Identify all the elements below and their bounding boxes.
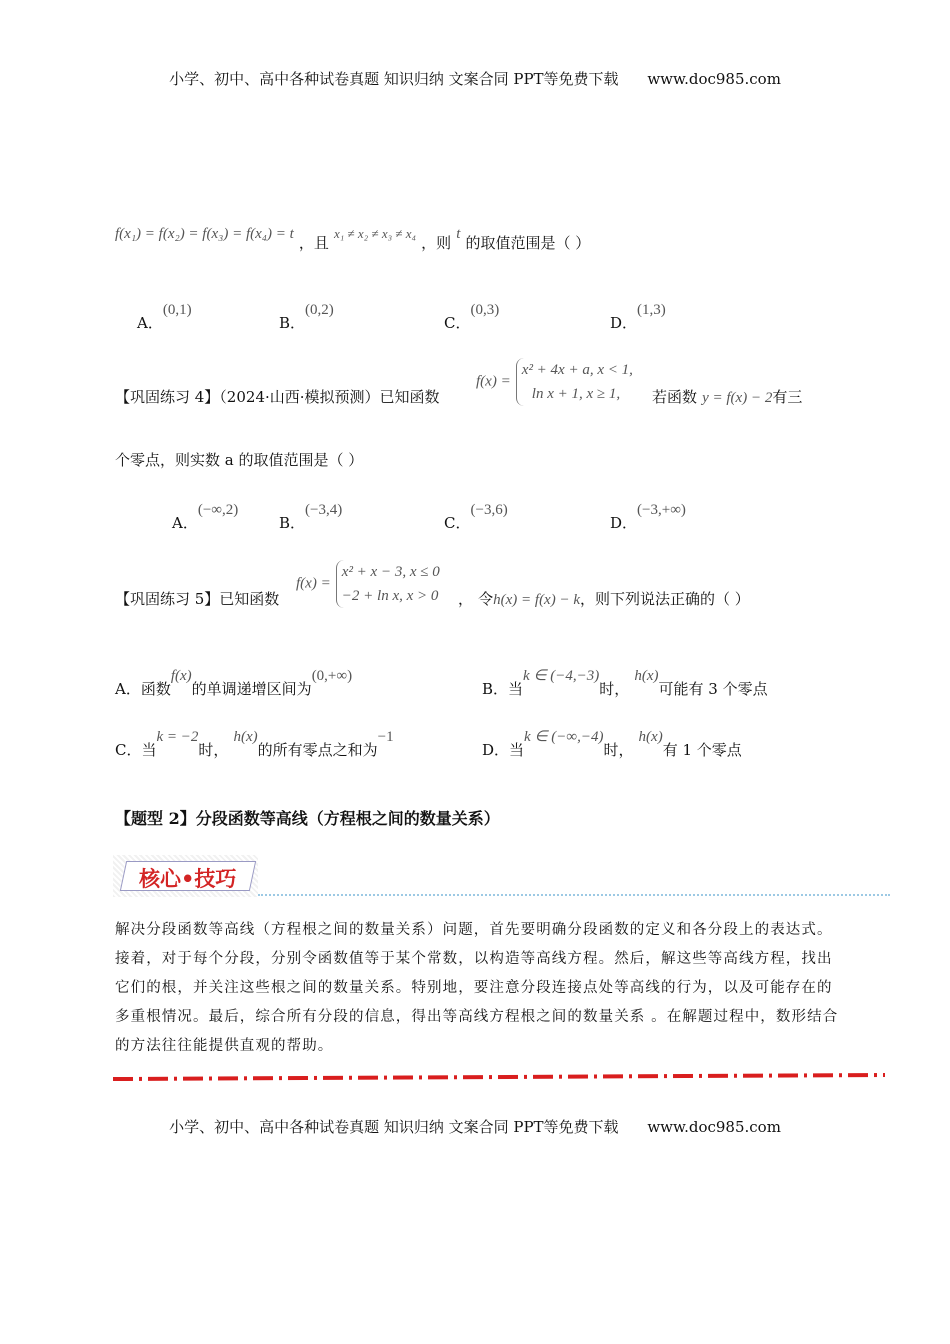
option-label: B． xyxy=(279,514,306,532)
case-1: x² + 4x + a, x < 1, xyxy=(521,362,633,378)
question-5-prefix: 【巩固练习 5】已知函数 xyxy=(115,590,280,608)
option-value: (−3,+∞) xyxy=(637,502,686,518)
page-footer xyxy=(0,1116,950,1137)
text: 有 1 个零点 xyxy=(662,741,742,759)
option-b[interactable] xyxy=(279,498,343,532)
option-c[interactable] xyxy=(115,725,394,759)
option-label: C．当 xyxy=(115,741,157,759)
option-value: (0,3) xyxy=(470,302,500,318)
math-yfx: y = f(x) − 2 xyxy=(702,390,773,406)
math-equation: f(x₁) = f(x₂) = f(x₃) = f(x₄) = t xyxy=(115,226,294,242)
case-1: x² + x − 3, x ≤ 0 xyxy=(341,564,440,580)
case-2: ln x + 1, x ≥ 1, xyxy=(531,386,621,402)
badge-text: 核心•技巧 xyxy=(139,867,237,891)
math-var: t xyxy=(456,226,461,242)
case-2: −2 + ln x, x > 0 xyxy=(341,588,439,604)
option-a[interactable] xyxy=(137,298,192,332)
option-label: D．当 xyxy=(482,741,525,759)
option-value: (−∞,2) xyxy=(197,502,239,518)
option-value: (−3,4) xyxy=(305,502,343,518)
text: 时， xyxy=(603,741,634,759)
question-5-tail xyxy=(458,588,750,609)
math-fx: f(x) = xyxy=(476,373,511,390)
question-4-tail xyxy=(652,386,802,407)
footer-text: 小学、初中、高中各种试卷真题 知识归纳 文案合同 PPT等免费下载 xyxy=(169,1118,619,1136)
option-c[interactable] xyxy=(444,498,508,532)
math: k ∈ (−∞,−4) xyxy=(524,729,604,745)
option-label: D． xyxy=(610,314,638,332)
text: ，且 xyxy=(298,234,329,252)
question-3-stem xyxy=(115,222,591,252)
text: ，则下列说法正确的（ ） xyxy=(580,590,750,608)
question-5-function xyxy=(296,560,440,608)
math: h(x) xyxy=(233,729,258,745)
question-4-prefix: 【巩固练习 4】（2024·山西·模拟预测）已知函数 xyxy=(115,388,440,406)
text: 时， xyxy=(599,680,630,698)
text: 若函数 xyxy=(652,388,698,406)
math: k = −2 xyxy=(156,729,199,745)
math-fx: f(x) = xyxy=(296,575,331,592)
option-d[interactable] xyxy=(610,298,666,332)
text: 的所有零点之和为 xyxy=(257,741,378,759)
piecewise-brace xyxy=(516,358,633,406)
text: 的单调递增区间为 xyxy=(191,680,312,698)
option-label: C． xyxy=(444,514,471,532)
option-a[interactable] xyxy=(172,498,239,532)
page-header xyxy=(0,68,950,89)
dotted-divider xyxy=(258,894,890,896)
question-4-line2: 个零点，则实数 a 的取值范围是（ ） xyxy=(115,451,364,469)
math: (0,+∞) xyxy=(311,668,353,684)
option-value: (0,1) xyxy=(162,302,192,318)
header-site-link[interactable]: www.doc985.com xyxy=(647,70,781,88)
text: 令 xyxy=(478,590,494,608)
text: 时， xyxy=(198,741,229,759)
option-b[interactable] xyxy=(279,298,334,332)
option-label: B．当 xyxy=(482,680,524,698)
option-a[interactable] xyxy=(115,664,353,698)
piecewise-brace xyxy=(336,560,440,608)
option-label: D． xyxy=(610,514,638,532)
text: 可能有 3 个零点 xyxy=(658,680,768,698)
option-d[interactable] xyxy=(482,725,742,759)
option-value: (1,3) xyxy=(637,302,666,318)
text: ，则 xyxy=(421,234,452,252)
math: h(x) xyxy=(634,668,659,684)
option-value: (0,2) xyxy=(305,302,334,318)
option-value: (−3,6) xyxy=(470,502,508,518)
text: 有三 xyxy=(772,388,803,406)
math: −1 xyxy=(377,729,394,745)
option-label: C． xyxy=(444,314,471,332)
core-tips-badge xyxy=(113,855,258,897)
option-d[interactable] xyxy=(610,498,686,532)
option-label: A．函数 xyxy=(115,680,171,698)
option-label: A． xyxy=(172,514,198,532)
math-inequality: x₁ ≠ x₂ ≠ x₃ ≠ x₄ xyxy=(333,226,417,241)
option-c[interactable] xyxy=(444,298,500,332)
text: ， xyxy=(458,590,474,608)
math-hx: h(x) = f(x) − k xyxy=(493,592,580,608)
text: 的取值范围是（ ） xyxy=(465,234,591,252)
math: k ∈ (−4,−3) xyxy=(523,668,600,684)
option-label: B． xyxy=(279,314,306,332)
footer-site-link[interactable]: www.doc985.com xyxy=(647,1118,781,1136)
option-label: A． xyxy=(137,314,163,332)
option-b[interactable] xyxy=(482,664,768,698)
math: h(x) xyxy=(638,729,663,745)
dash-dot-divider xyxy=(113,1073,885,1081)
section-title: 【题型 2】分段函数等高线（方程根之间的数量关系） xyxy=(115,809,500,828)
math: f(x) xyxy=(170,668,192,684)
header-text: 小学、初中、高中各种试卷真题 知识归纳 文案合同 PPT等免费下载 xyxy=(169,70,619,88)
question-4-function xyxy=(476,358,633,406)
section-paragraph: 解决分段函数等高线（方程根之间的数量关系）问题，首先要明确分段函数的定义和各分段上的表达式。接着，对于每个分段，分别令函数值等于某个常数，以构造等高线方程。然后，解这些等高线方程，找出它们的根，并关注这些根之间的数量关系。特别地，要注意分段连接点处等高线的行为，以及可能存在的多重根情况。最后，综合所有分段的信息，得出等高线方程根之间的数量关系 。在解题过程中，数形结合的方法往往能提供直观的帮助。 xyxy=(115,922,839,1054)
